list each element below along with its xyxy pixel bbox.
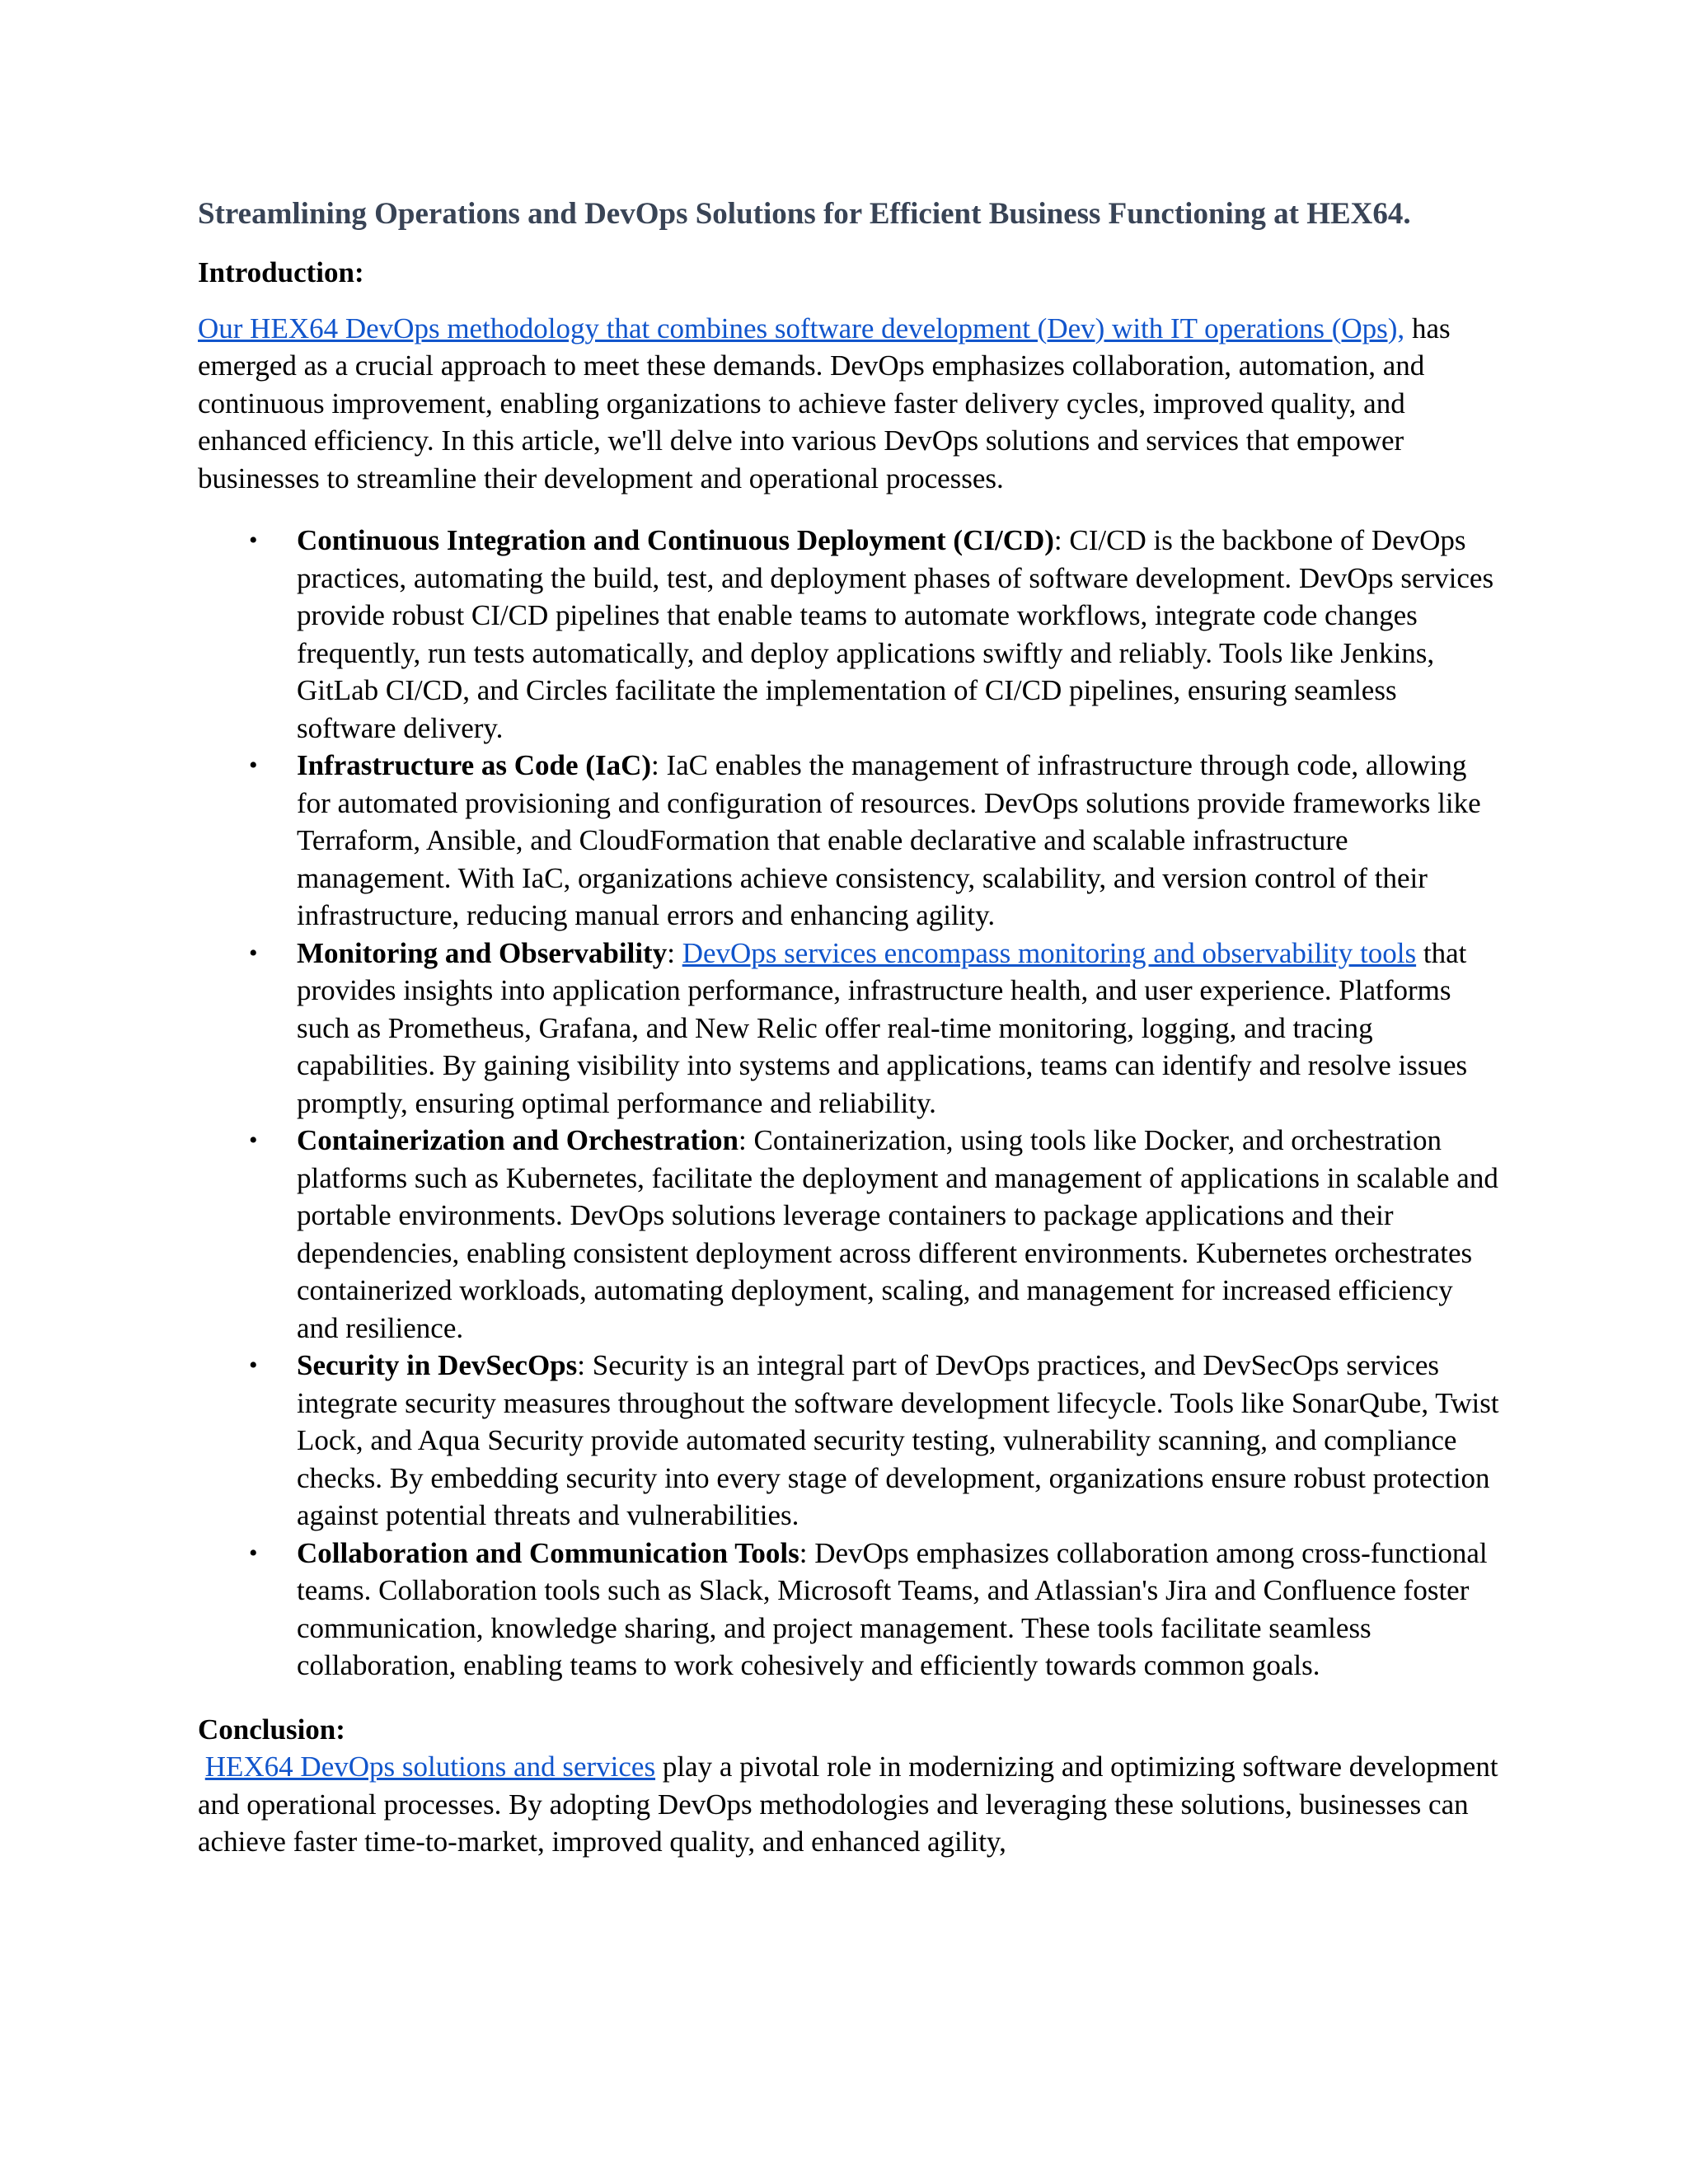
list-item-monitoring — [198, 935, 1500, 1122]
list-item-separator: : — [1053, 524, 1070, 556]
list-item-term: Containerization and Orchestration — [297, 1124, 739, 1156]
introduction-paragraph — [198, 310, 1500, 498]
list-item-devsecops — [198, 1347, 1500, 1535]
bullet-icon: • — [249, 752, 258, 779]
intro-text: has emerged as a crucial approach to meet these demands. DevOps emphasizes collaboration, automation, and continuous improvement, enabling organizations to achieve faster delivery cycles, improved quality, and enhanced efficiency. In this article, we'll delve into various DevOps solutions and services that empower businesses to streamline their development and operational processes. — [198, 312, 1451, 494]
conclusion-paragraph — [198, 1748, 1500, 1861]
list-item-term: Infrastructure as Code (IaC) — [297, 749, 651, 781]
list-item-term: Monitoring and Observability — [297, 936, 668, 969]
list-item-text: Containerization, using tools like Docker, and orchestration platforms such as Kubernetes, facilitate the deployment and management of applications in scalable and portable environments. DevOps solutions leverage containers to package applications and their dependencies, enabling consistent deployment across different environments. Kubernetes orchestrates containerized workloads, automating deployment, scaling, and management for increased efficiency and resilience. — [297, 1124, 1498, 1344]
list-item-text: IaC enables the management of infrastructure through code, allowing for automated provisioning and configuration of resources. DevOps solutions provide frameworks like Terraform, Ansible, and CloudFormation that enable declarative and scalable infrastructure management. With IaC, organizations achieve consistency, scalability, and version control of their infrastructure, reducing manual errors and enhancing agility. — [297, 749, 1481, 931]
bullet-icon: • — [249, 939, 258, 967]
list-item-term: Collaboration and Communication Tools — [297, 1536, 799, 1569]
list-item-ci-cd — [198, 522, 1500, 747]
list-item-text: DevOps emphasizes collaboration among cross-functional teams. Collaboration tools such as Slack, Microsoft Teams, and Atlassian's Jira and Confluence foster communication, knowledge sharing, and project management. These tools facilitate seamless collaboration, enabling teams to work cohesively and efficiently towards common goals. — [297, 1536, 1488, 1681]
list-item-separator: : — [738, 1124, 754, 1156]
bullet-icon: • — [249, 527, 258, 554]
list-item-text: that provides insights into application performance, infrastructure health, and user experience. Platforms such as Prometheus, Grafana, and New Relic offer real-time monitoring, logging, and tracing capabilities. By gaining visibility into systems and applications, teams can identify and resolve issues promptly, ensuring optimal performance and reliability. — [297, 936, 1468, 1119]
conclusion-heading: Conclusion: — [198, 1713, 345, 1746]
list-item-collaboration — [198, 1535, 1500, 1685]
list-item-iac — [198, 747, 1500, 935]
list-item-separator: : — [799, 1536, 815, 1569]
page-title: Streamlining Operations and DevOps Solutions for Efficient Business Functioning at HEX64. — [198, 197, 1411, 231]
list-item-separator: : — [651, 749, 667, 781]
introduction-heading: Introduction: — [198, 256, 364, 288]
conclusion-link[interactable]: HEX64 DevOps solutions and services — [204, 1750, 656, 1783]
bullet-icon: • — [249, 1539, 258, 1567]
list-item-term: Continuous Integration and Continuous Deployment (CI/CD) — [297, 524, 1054, 556]
list-item-term: Security in DevSecOps — [297, 1349, 578, 1381]
monitoring-link[interactable]: DevOps services encompass monitoring and observability tools — [682, 936, 1417, 969]
list-item-text: Security is an integral part of DevOps practices, and DevSecOps services integrate security measures throughout the software development lifecycle. Tools like SonarQube, Twist Lock, and Aqua Security provide automated security testing, vulnerability scanning, and compliance checks. By embedding security into every stage of development, organizations ensure robust protection against potential threats and vulnerabilities. — [297, 1349, 1499, 1531]
intro-link[interactable]: Our HEX64 DevOps methodology that combines software development (Dev) with IT operations (Ops), — [198, 312, 1405, 344]
devops-solutions-list — [198, 522, 1500, 1685]
list-item-text: CI/CD is the backbone of DevOps practices, automating the build, test, and deployment phases of software development. DevOps services provide robust CI/CD pipelines that enable teams to automate workflows, integrate code changes frequently, run tests automatically, and deploy applications swiftly and reliably. Tools like Jenkins, GitLab CI/CD, and Circles facilitate the implementation of CI/CD pipelines, ensuring seamless software delivery. — [297, 524, 1494, 744]
list-item-separator: : — [667, 936, 682, 969]
conclusion-text: play a pivotal role in modernizing and optimizing software development and operational processes. By adopting DevOps methodologies and leveraging these solutions, businesses can achieve faster time-to-market, improved quality, and enhanced agility, — [198, 1750, 1498, 1858]
bullet-icon: • — [249, 1352, 258, 1379]
bullet-icon: • — [249, 1127, 258, 1154]
list-item-containerization — [198, 1122, 1500, 1347]
document-page — [198, 194, 1500, 1861]
list-item-separator: : — [577, 1349, 593, 1381]
